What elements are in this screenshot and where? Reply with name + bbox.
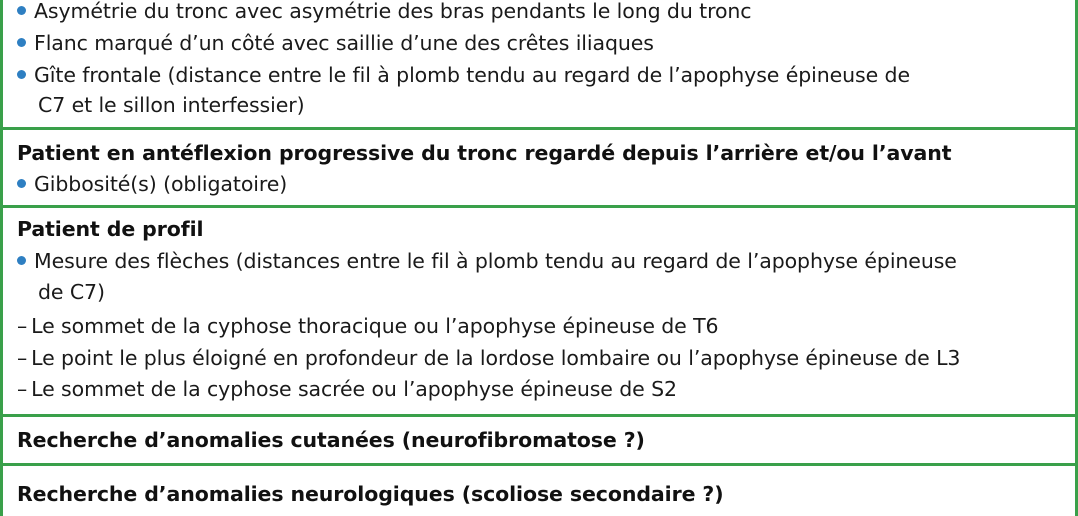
- row-divider: [3, 414, 1075, 417]
- section-heading: Recherche d’anomalies neurologiques (scoliose secondaire ?): [17, 482, 724, 506]
- list-item: Flanc marqué d’un côté avec saillie d’une des crêtes iliaques: [17, 29, 654, 57]
- sub-list-item: – Le sommet de la cyphose thoracique ou l’apophyse épineuse de T6: [17, 314, 719, 338]
- dash-icon: –: [17, 377, 28, 401]
- list-item-continuation: C7 et le sillon interfessier): [38, 93, 305, 117]
- dash-icon: –: [17, 346, 28, 370]
- row-divider: [3, 205, 1075, 208]
- sub-list-item: – Le sommet de la cyphose sacrée ou l’apophyse épineuse de S2: [17, 377, 677, 401]
- row-divider: [3, 463, 1075, 466]
- section-heading: Patient de profil: [17, 217, 204, 241]
- list-item: Asymétrie du tronc avec asymétrie des bras pendants le long du tronc: [17, 0, 751, 25]
- sub-list-item: – Le point le plus éloigné en profondeur de la lordose lombaire ou l’apophyse épineuse de L3: [17, 346, 961, 370]
- list-item: Mesure des flèches (distances entre le fil à plomb tendu au regard de l’apophyse épineuse: [17, 247, 957, 275]
- list-item: Gîte frontale (distance entre le fil à plomb tendu au regard de l’apophyse épineuse de: [17, 61, 910, 89]
- bullet-icon: [17, 70, 26, 79]
- list-item-continuation: de C7): [38, 280, 105, 304]
- bullet-icon: [17, 256, 26, 265]
- row-divider: [3, 127, 1075, 130]
- dash-icon: –: [17, 314, 28, 338]
- list-item: Gibbosité(s) (obligatoire): [17, 170, 287, 198]
- bullet-icon: [17, 179, 26, 188]
- section-heading: Patient en antéflexion progressive du tronc regardé depuis l’arrière et/ou l’avant: [17, 141, 952, 165]
- bullet-icon: [17, 38, 26, 47]
- bullet-icon: [17, 6, 26, 15]
- section-heading: Recherche d’anomalies cutanées (neurofibromatose ?): [17, 428, 645, 452]
